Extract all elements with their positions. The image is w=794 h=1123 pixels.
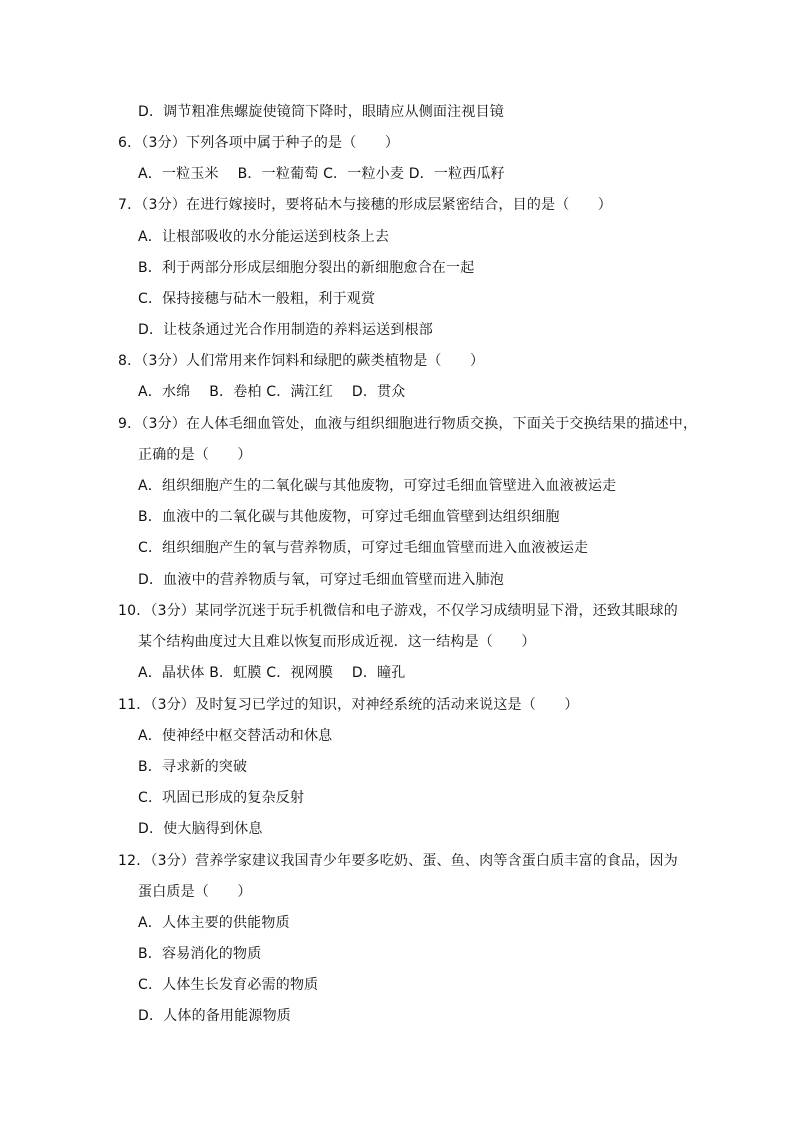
q6-question: 6．（3分）下列各项中属于种子的是（ ）	[118, 135, 400, 151]
q12-option-d: D．人体的备用能源物质	[138, 1008, 291, 1024]
q11-option-d: D．使大脑得到休息	[138, 821, 263, 837]
q9-option-c: C．组织细胞产生的氧与营养物质，可穿过毛细血管壁而进入血液被运走	[138, 540, 589, 556]
q6-options: A．一粒玉米 B．一粒葡萄 C．一粒小麦 D．一粒西瓜籽	[138, 166, 505, 182]
q9-option-a: A．组织细胞产生的二氧化碳与其他废物，可穿过毛细血管壁进入血液被运走	[138, 478, 617, 494]
q10-options: A．晶状体 B．虹膜 C．视网膜 D．瞳孔	[138, 665, 406, 681]
q11-question: 11．（3分）及时复习已学过的知识，对神经系统的活动来说这是（ ）	[118, 697, 579, 713]
q12-option-a: A．人体主要的供能物质	[138, 915, 290, 931]
q8-question: 8．（3分）人们常用来作饲料和绿肥的蕨类植物是（ ）	[118, 353, 485, 369]
q10-question: 10．（3分）某同学沉迷于玩手机微信和电子游戏，不仅学习成绩明显下滑，还致其眼球的	[118, 603, 678, 619]
q11-option-c: C．巩固已形成的复杂反射	[138, 790, 305, 806]
q11-option-a: A．使神经中枢交替活动和休息	[138, 728, 333, 744]
q10-question-cont: 某个结构曲度过大且难以恢复而形成近视．这一结构是（ ）	[138, 634, 536, 650]
q9-question: 9．（3分）在人体毛细血管处，血液与组织细胞进行物质交换，下面关于交换结果的描述中，	[118, 416, 698, 432]
q12-question-cont: 蛋白质是（ ）	[138, 884, 252, 900]
q5-option-d: D．调节粗准焦螺旋使镜筒下降时，眼睛应从侧面注视目镜	[138, 104, 504, 120]
q7-option-c: C．保持接穗与砧木一般粗，利于观赏	[138, 291, 376, 307]
q8-options: A．水绵 B．卷柏 C．满江红 D．贯众	[138, 384, 406, 400]
q7-question: 7．（3分）在进行嫁接时，要将砧木与接穗的形成层紧密结合，目的是（ ）	[118, 197, 613, 213]
q12-option-b: B．容易消化的物质	[138, 946, 262, 962]
q9-question-cont: 正确的是（ ）	[138, 447, 252, 463]
q9-option-b: B．血液中的二氧化碳与其他废物，可穿过毛细血管壁到达组织细胞	[138, 509, 560, 525]
q12-option-c: C．人体生长发育必需的物质	[138, 977, 319, 993]
q12-question: 12．（3分）营养学家建议我国青少年要多吃奶、蛋、鱼、肉等含蛋白质丰富的食品，因为	[118, 853, 678, 869]
q7-option-b: B．利于两部分形成层细胞分裂出的新细胞愈合在一起	[138, 260, 475, 276]
q9-option-d: D．血液中的营养物质与氧，可穿过毛细血管壁而进入肺泡	[138, 572, 504, 588]
q11-option-b: B．寻求新的突破	[138, 759, 248, 775]
q7-option-d: D．让枝条通过光合作用制造的养料运送到根部	[138, 322, 433, 338]
q7-option-a: A．让根部吸收的水分能运送到枝条上去	[138, 229, 390, 245]
